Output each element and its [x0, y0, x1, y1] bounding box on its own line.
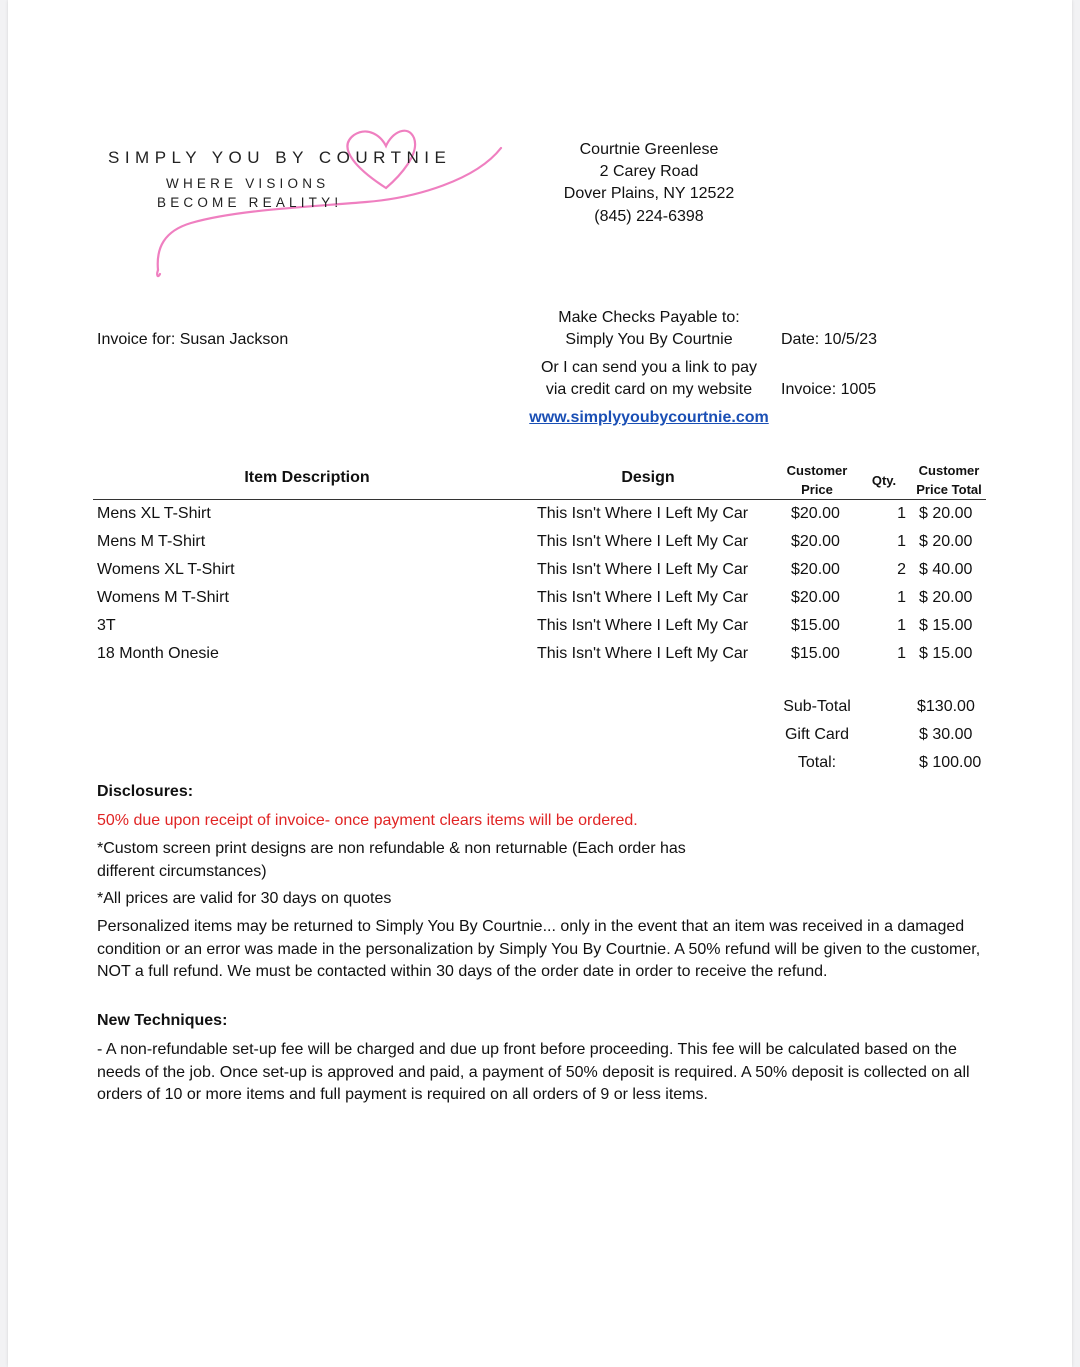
returns-policy: Personalized items may be returned to Simply You By Courtnie... only in the event that an item was received in a damaged condition or an error was made in the personalization by Simply You By Courtnie. A 50% refund will be given to the customer, NOT a full refund. We must be contacted within 30 days of the order date in order to receive the refund.: [97, 918, 981, 980]
header-item-description: Item Description: [244, 469, 370, 486]
row-price: $20.00: [791, 589, 840, 606]
custom-print-notice: *Custom screen print designs are non refundable & non returnable (Each order has different circumstances): [97, 840, 686, 880]
row-item: Mens M T-Shirt: [97, 533, 206, 550]
giftcard-value: $ 30.00: [919, 726, 973, 743]
header-price-line2: Price: [801, 482, 833, 497]
header-design: Design: [621, 469, 675, 486]
table-row: [0, 533, 1080, 561]
row-item: Womens XL T-Shirt: [97, 561, 235, 578]
pay-link-line1: Or I can send you a link to pay: [540, 359, 758, 376]
table-row: [0, 561, 1080, 589]
row-item: 18 Month Onesie: [97, 645, 219, 662]
row-item: Mens XL T-Shirt: [97, 505, 211, 522]
table-header-divider: [93, 499, 986, 500]
row-qty: 1: [897, 505, 906, 522]
header-customer-price-total: [906, 461, 992, 499]
invoice-date: Date: 10/5/23: [781, 331, 878, 348]
prices-valid-notice: *All prices are valid for 30 days on quotes: [97, 890, 392, 907]
row-qty: 1: [897, 645, 906, 662]
seller-city: Dover Plains, NY 12522: [563, 185, 735, 202]
row-price: $20.00: [791, 505, 840, 522]
table-row: [0, 589, 1080, 617]
row-design: This Isn't Where I Left My Car: [537, 533, 749, 550]
row-price: $20.00: [791, 533, 840, 550]
row-price: $20.00: [791, 561, 840, 578]
header-qty: Qty.: [871, 473, 897, 488]
row-price: $15.00: [791, 617, 840, 634]
row-qty: 1: [897, 589, 906, 606]
row-total: $ 20.00: [919, 589, 973, 606]
row-total: $ 15.00: [919, 645, 973, 662]
row-total: $ 20.00: [919, 505, 973, 522]
seller-phone: (845) 224-6398: [594, 208, 704, 225]
row-item: Womens M T-Shirt: [97, 589, 229, 606]
row-qty: 2: [897, 561, 906, 578]
row-price: $15.00: [791, 645, 840, 662]
disclosures-title: Disclosures:: [97, 783, 194, 800]
checks-payable-line1: Make Checks Payable to:: [558, 309, 740, 326]
row-qty: 1: [897, 617, 906, 634]
header-total-line2: Price Total: [916, 482, 982, 497]
row-qty: 1: [897, 533, 906, 550]
row-total: $ 15.00: [919, 617, 973, 634]
row-design: This Isn't Where I Left My Car: [537, 617, 749, 634]
row-design: This Isn't Where I Left My Car: [537, 561, 749, 578]
due-notice: 50% due upon receipt of invoice- once payment clears items will be ordered.: [97, 812, 638, 829]
invoice-number: Invoice: 1005: [781, 381, 877, 398]
seller-street: 2 Carey Road: [599, 163, 699, 180]
seller-name: Courtnie Greenlese: [579, 141, 719, 158]
subtotal-label: Sub-Total: [783, 698, 851, 715]
row-item: 3T: [97, 617, 116, 634]
checks-payable-line2: Simply You By Courtnie: [565, 331, 733, 348]
total-label: Total:: [797, 754, 837, 771]
row-design: This Isn't Where I Left My Car: [537, 645, 749, 662]
row-total: $ 20.00: [919, 533, 973, 550]
row-design: This Isn't Where I Left My Car: [537, 505, 749, 522]
brand-name: SIMPLY YOU BY COURTNIE: [108, 148, 452, 167]
total-value: $ 100.00: [919, 754, 982, 771]
giftcard-label: Gift Card: [784, 726, 849, 743]
row-total: $ 40.00: [919, 561, 973, 578]
row-design: This Isn't Where I Left My Car: [537, 589, 749, 606]
website-link[interactable]: www.simplyyoubycourtnie.com: [529, 409, 769, 426]
brand-tagline-line1: WHERE VISIONS: [166, 176, 330, 191]
table-row: [0, 617, 1080, 645]
invoice-for: Invoice for: Susan Jackson: [97, 331, 289, 348]
table-row: [0, 645, 1080, 673]
header-total-line1: Customer: [918, 463, 980, 478]
new-techniques-text: - A non-refundable set-up fee will be charged and due up front before proceeding. This fee will be calculated based on the needs of the job. Once set-up is approved and paid, a payment of 50% deposit is required. A 50% deposit is collected on all orders of 10 or more items and full payment is required on all orders of 9 or less items.: [97, 1041, 970, 1103]
table-row: [0, 505, 1080, 533]
new-techniques-title: New Techniques:: [97, 1012, 228, 1029]
header-customer-price: [775, 461, 859, 499]
pay-link-line2: via credit card on my website: [545, 381, 753, 398]
brand-tagline-line2: BECOME REALITY!: [157, 195, 343, 210]
subtotal-value: $130.00: [917, 698, 975, 715]
header-price-line1: Customer: [786, 463, 848, 478]
